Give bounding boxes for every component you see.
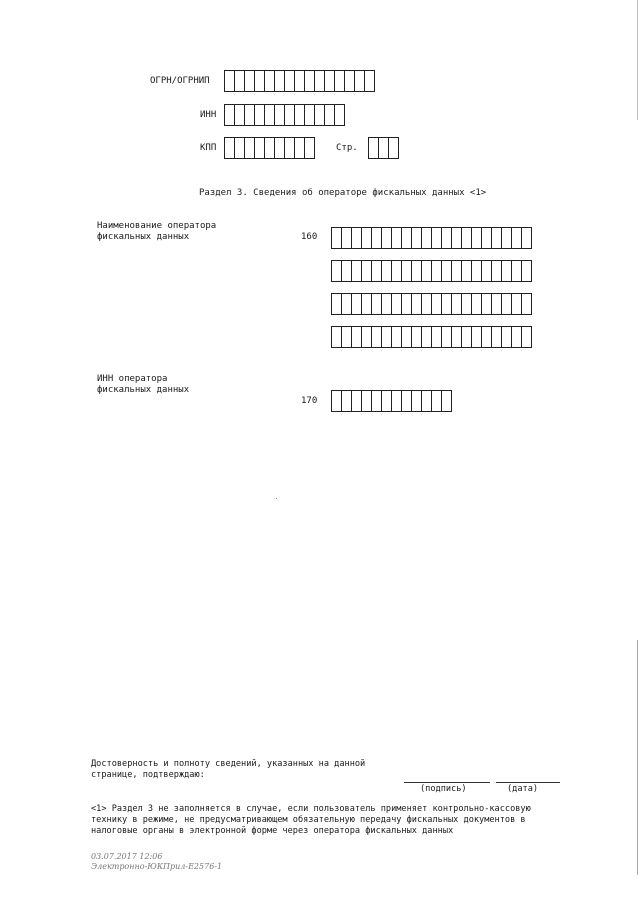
section-title: Раздел 3. Сведения об операторе фискальных данных <1> — [199, 188, 487, 198]
stamp-line-2: Электронно-ЮКПрил-E2576-1 — [91, 862, 223, 871]
operator-inn-label-2: фискальных данных — [97, 385, 190, 395]
date-caption: (дата) — [507, 784, 539, 794]
operator-inn-code: 170 — [301, 396, 318, 406]
footnote-line-1: <1> Раздел 3 не заполняется в случае, если пользователь применяет контрольно-кассовую — [91, 804, 531, 814]
input-cell[interactable] — [521, 293, 532, 315]
input-cell[interactable] — [388, 137, 399, 159]
kpp-cells[interactable] — [224, 137, 314, 159]
confirmation-line-2: странице, подтверждаю: — [91, 770, 205, 780]
input-cell[interactable] — [441, 390, 452, 412]
scan-edge-top — [637, 0, 638, 120]
input-cell[interactable] — [304, 137, 315, 159]
input-cell[interactable] — [334, 104, 345, 126]
operator-inn-label-1: ИНН оператора — [97, 374, 168, 384]
scan-speck — [276, 498, 277, 499]
operator-name-row-1[interactable] — [331, 227, 531, 249]
ogrn-cells[interactable] — [224, 70, 374, 92]
confirmation-line-1: Достоверность и полноту сведений, указанных на данной — [91, 759, 366, 769]
scan-edge-bottom — [637, 640, 638, 875]
ogrn-label: ОГРН/ОГРНИП — [150, 76, 210, 86]
operator-name-label-1: Наименование оператора — [97, 221, 217, 231]
input-cell[interactable] — [364, 70, 375, 92]
operator-name-code: 160 — [301, 232, 318, 242]
input-cell[interactable] — [521, 260, 532, 282]
signature-caption: (подпись) — [420, 784, 467, 794]
input-cell[interactable] — [521, 227, 532, 249]
page-label: Стр. — [336, 143, 358, 153]
input-cell[interactable] — [521, 326, 532, 348]
signature-line[interactable] — [404, 782, 490, 783]
operator-inn-cells[interactable] — [331, 390, 451, 412]
operator-name-row-3[interactable] — [331, 293, 531, 315]
date-line[interactable] — [496, 782, 560, 783]
operator-name-label-2: фискальных данных — [97, 232, 190, 242]
operator-name-row-4[interactable] — [331, 326, 531, 348]
inn-label: ИНН — [200, 110, 217, 120]
inn-cells[interactable] — [224, 104, 344, 126]
page-cells[interactable] — [368, 137, 398, 159]
stamp-line-1: 03.07.2017 12:06 — [91, 852, 163, 861]
footnote-line-3: налоговые органы в электронной форме через оператора фискальных данных — [91, 826, 454, 836]
kpp-label: КПП — [200, 143, 217, 153]
footnote-line-2: технику в режиме, не предусматривающем обязательную передачу фискальных документов в — [91, 815, 526, 825]
operator-name-row-2[interactable] — [331, 260, 531, 282]
